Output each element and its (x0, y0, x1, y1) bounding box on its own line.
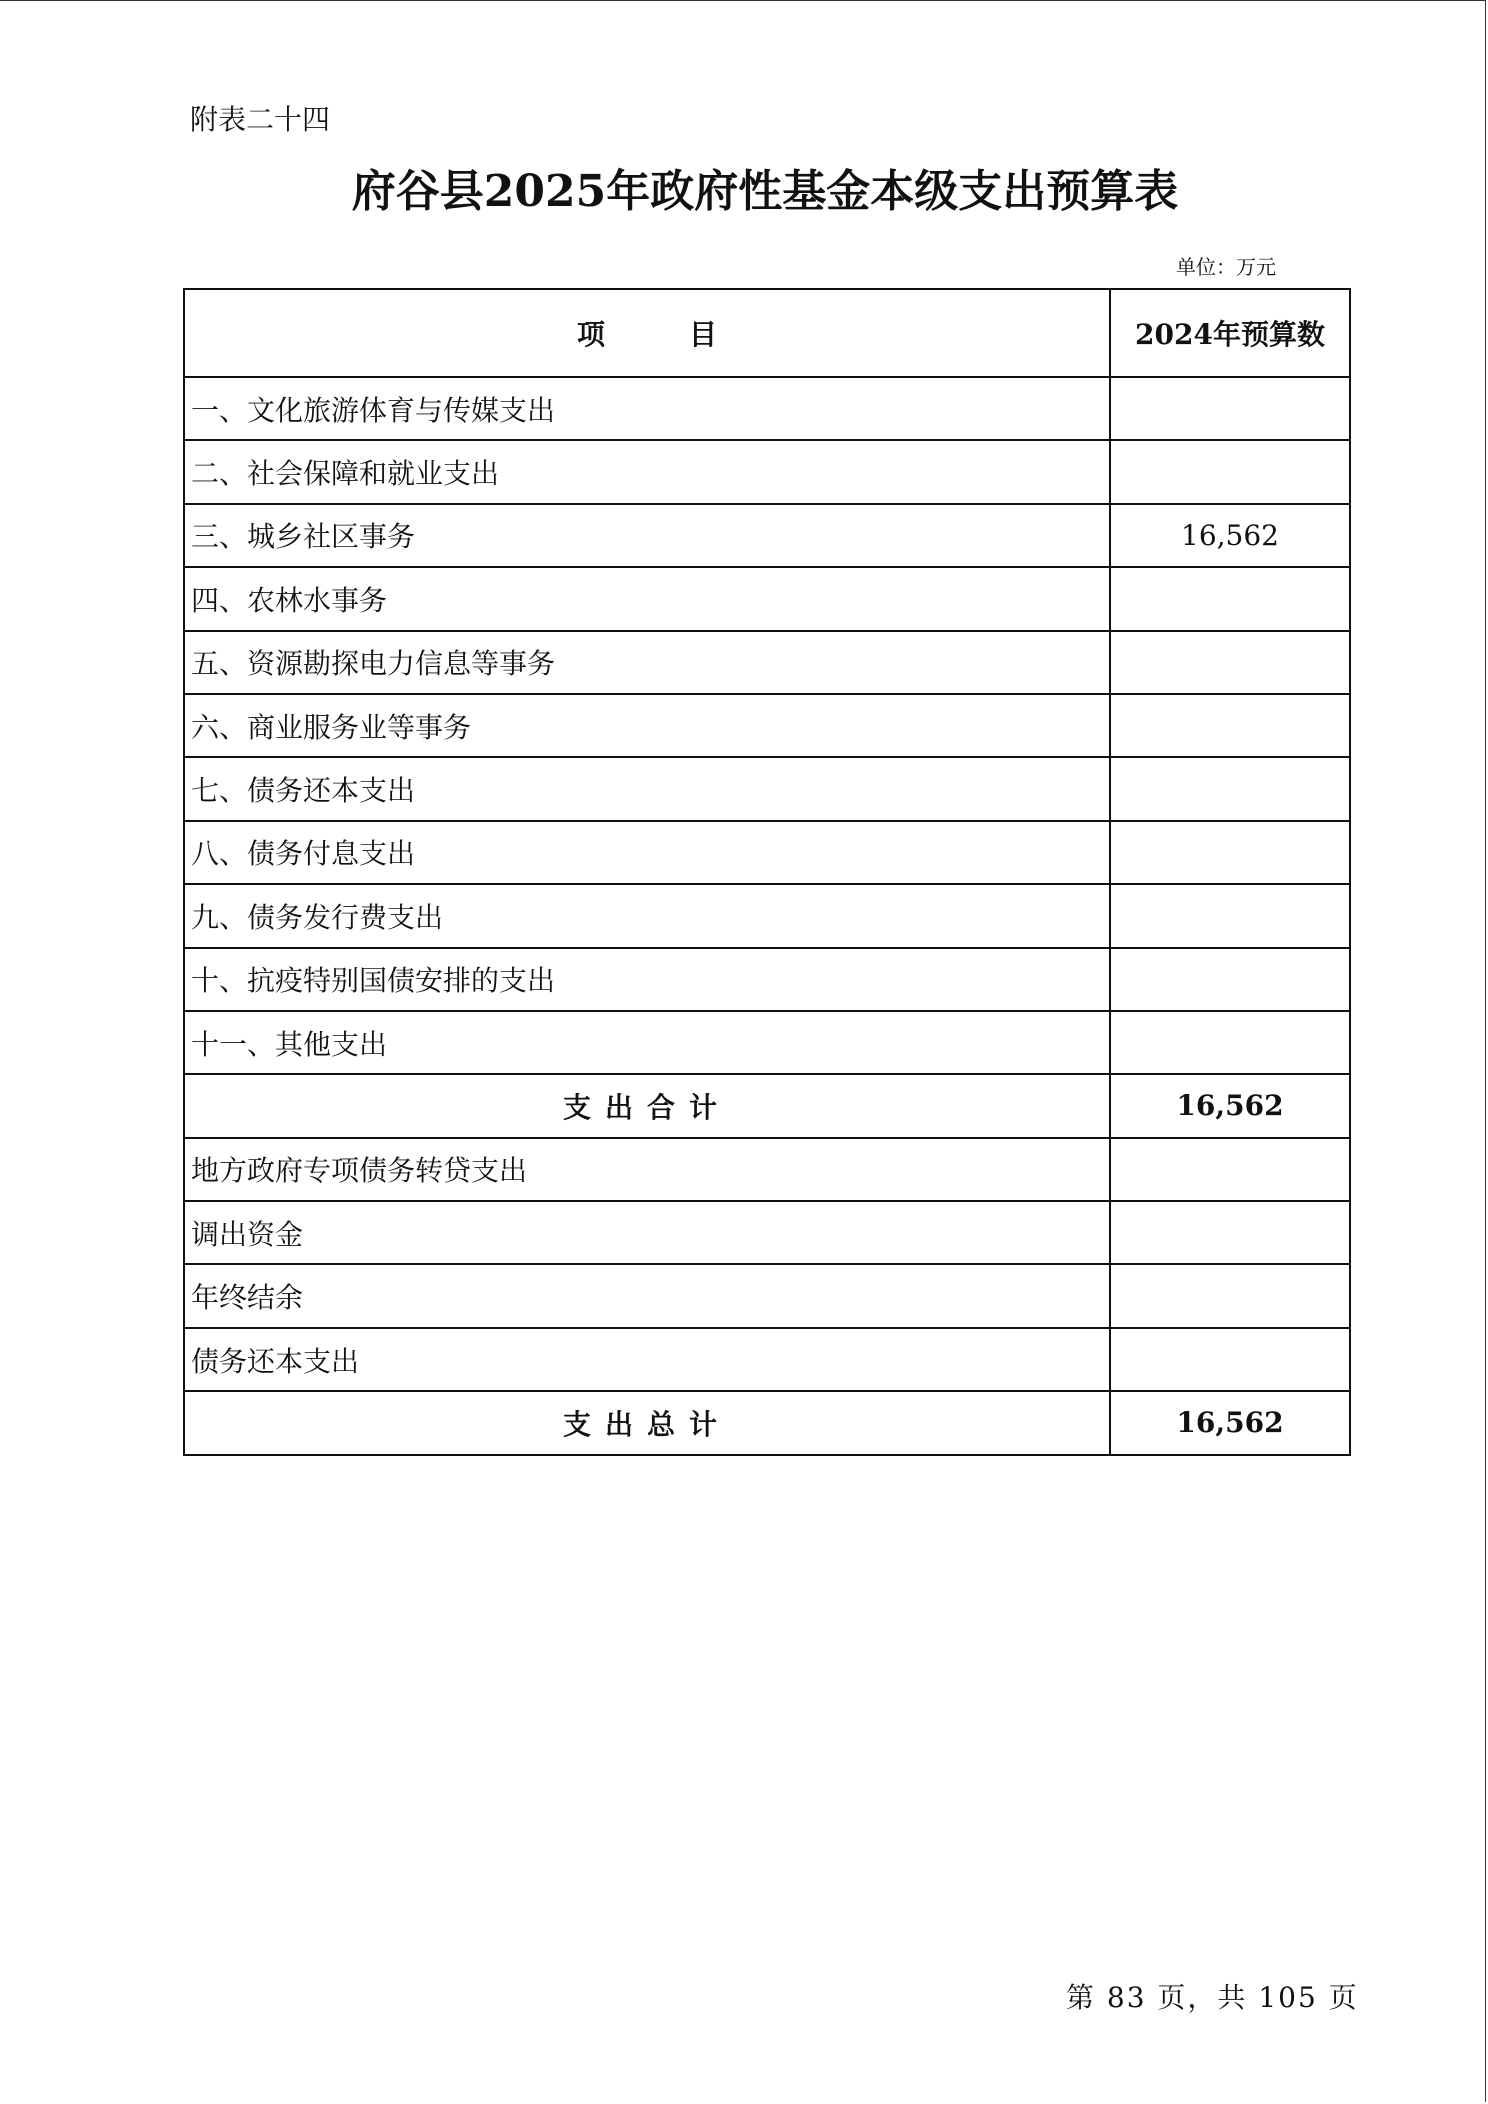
row-item: 二、社会保障和就业支出 (184, 440, 1110, 503)
table-row (184, 504, 1350, 567)
table-row (184, 1138, 1350, 1201)
row-item: 十一、其他支出 (184, 1011, 1110, 1074)
document-title: 府谷县2025年政府性基金本级支出预算表 (351, 166, 1179, 217)
appendix-label: 附表二十四 (190, 103, 331, 136)
table-row (184, 440, 1350, 503)
page-number: 第 83 页，共 105 页 (1066, 1981, 1359, 2014)
total-row (184, 1391, 1350, 1454)
row-value (1110, 1264, 1350, 1327)
total-value: 16,562 (1110, 1391, 1350, 1454)
row-value (1110, 631, 1350, 694)
row-item: 地方政府专项债务转贷支出 (184, 1138, 1110, 1201)
table-row (184, 821, 1350, 884)
row-item: 九、债务发行费支出 (184, 884, 1110, 947)
row-value (1110, 884, 1350, 947)
table-row (184, 1264, 1350, 1327)
table-row (184, 694, 1350, 757)
row-value: 16,562 (1110, 504, 1350, 567)
table-row (184, 884, 1350, 947)
row-item: 一、文化旅游体育与传媒支出 (184, 377, 1110, 440)
row-value (1110, 377, 1350, 440)
row-value (1110, 757, 1350, 820)
column-header-budget: 2024年预算数 (1110, 289, 1350, 377)
row-value (1110, 440, 1350, 503)
row-value (1110, 1201, 1350, 1264)
table-row (184, 567, 1350, 630)
row-value (1110, 694, 1350, 757)
row-item: 六、商业服务业等事务 (184, 694, 1110, 757)
subtotal-row (184, 1074, 1350, 1137)
unit-label: 单位：万元 (1176, 255, 1276, 279)
table-row (184, 1011, 1350, 1074)
row-item: 七、债务还本支出 (184, 757, 1110, 820)
row-item: 五、资源勘探电力信息等事务 (184, 631, 1110, 694)
row-value (1110, 567, 1350, 630)
total-label: 支出总计 (184, 1391, 1110, 1454)
row-item: 调出资金 (184, 1201, 1110, 1264)
column-header-item: 项 目 (184, 289, 1110, 377)
row-value (1110, 1328, 1350, 1391)
row-value (1110, 821, 1350, 884)
table-row (184, 1328, 1350, 1391)
table-row (184, 757, 1350, 820)
subtotal-label: 支出合计 (184, 1074, 1110, 1137)
subtotal-value: 16,562 (1110, 1074, 1350, 1137)
row-value (1110, 1011, 1350, 1074)
row-item: 债务还本支出 (184, 1328, 1110, 1391)
row-item: 十、抗疫特别国债安排的支出 (184, 948, 1110, 1011)
table-row (184, 1201, 1350, 1264)
table-row (184, 948, 1350, 1011)
budget-table (183, 288, 1351, 1456)
row-value (1110, 1138, 1350, 1201)
row-value (1110, 948, 1350, 1011)
row-item: 四、农林水事务 (184, 567, 1110, 630)
table-row (184, 377, 1350, 440)
table-row (184, 631, 1350, 694)
table-header-row (184, 289, 1350, 377)
row-item: 年终结余 (184, 1264, 1110, 1327)
row-item: 三、城乡社区事务 (184, 504, 1110, 567)
row-item: 八、债务付息支出 (184, 821, 1110, 884)
